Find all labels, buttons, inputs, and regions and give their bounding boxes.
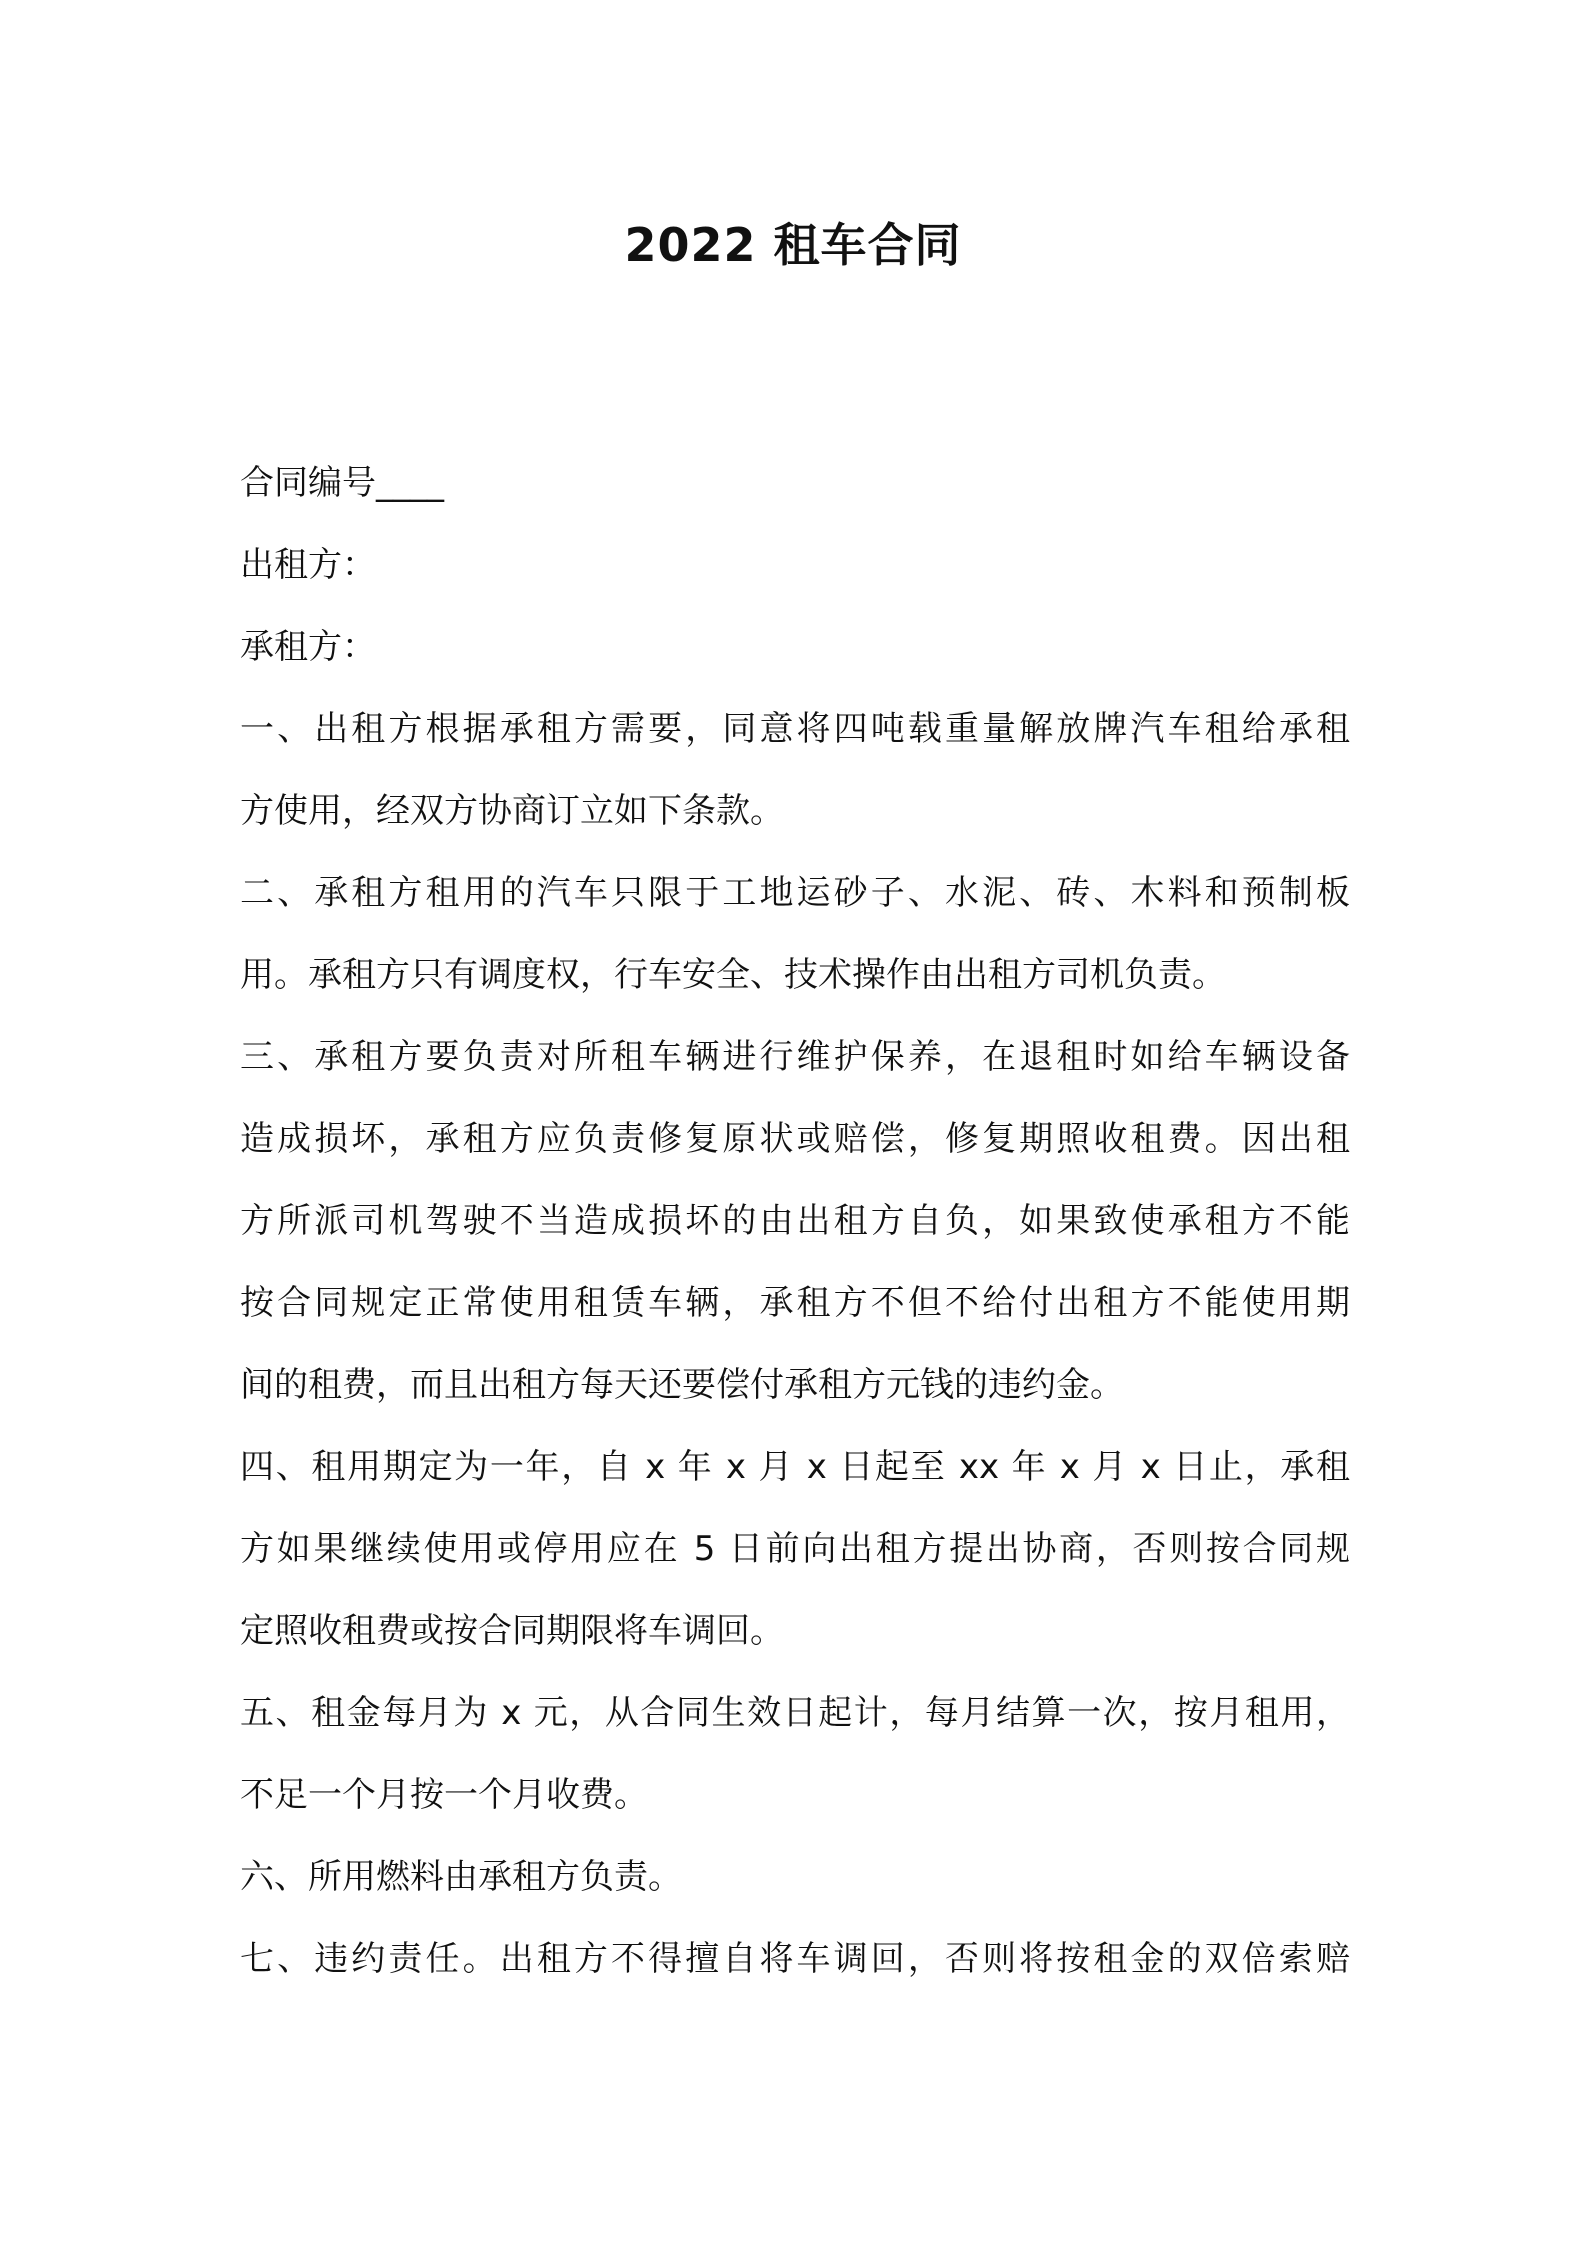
lessor-line: 出租方：: [240, 545, 376, 585]
clause-2-line-2: 用。承租方只有调度权，行车安全、技术操作由出租方司机负责。: [240, 955, 1226, 995]
clause-6-line-1: 六、所用燃料由承租方负责。: [240, 1857, 682, 1897]
clause-1-line-1: 一、出租方根据承租方需要，同意将四吨载重量解放牌汽车租给承租: [240, 709, 1350, 749]
clause-3-line-5: 间的租费，而且出租方每天还要偿付承租方元钱的违约金。: [240, 1365, 1124, 1405]
document-title: 2022 租车合同: [624, 218, 962, 272]
clause-5-line-1: 五、租金每月为 x 元，从合同生效日起计，每月结算一次，按月租用，: [240, 1693, 1350, 1733]
clause-3-line-3: 方所派司机驾驶不当造成损坏的由出租方自负，如果致使承租方不能: [240, 1201, 1350, 1241]
clause-4-line-2: 方如果继续使用或停用应在 5 日前向出租方提出协商，否则按合同规: [240, 1529, 1350, 1569]
document-body: [240, 442, 1350, 2000]
clause-7-line-1: 七、违约责任。出租方不得擅自将车调回，否则将按租金的双倍索赔: [240, 1939, 1350, 1979]
lessee-line: 承租方：: [240, 627, 376, 667]
clause-4-line-1: 四、租用期定为一年，自 x 年 x 月 x 日起至 xx 年 x 月 x 日止，承租: [240, 1447, 1350, 1487]
clause-3-line-1: 三、承租方要负责对所租车辆进行维护保养，在退租时如给车辆设备: [240, 1037, 1350, 1077]
clause-4-line-3: 定照收租费或按合同期限将车调回。: [240, 1611, 784, 1651]
clause-3-line-2: 造成损坏，承租方应负责修复原状或赔偿，修复期照收租费。因出租: [240, 1119, 1350, 1159]
contract-number-line: 合同编号____: [240, 463, 444, 503]
clause-5-line-2: 不足一个月按一个月收费。: [240, 1775, 648, 1815]
clause-2-line-1: 二、承租方租用的汽车只限于工地运砂子、水泥、砖、木料和预制板: [240, 873, 1350, 913]
clause-1-line-2: 方使用，经双方协商订立如下条款。: [240, 791, 784, 831]
clause-3-line-4: 按合同规定正常使用租赁车辆，承租方不但不给付出租方不能使用期: [240, 1283, 1350, 1323]
